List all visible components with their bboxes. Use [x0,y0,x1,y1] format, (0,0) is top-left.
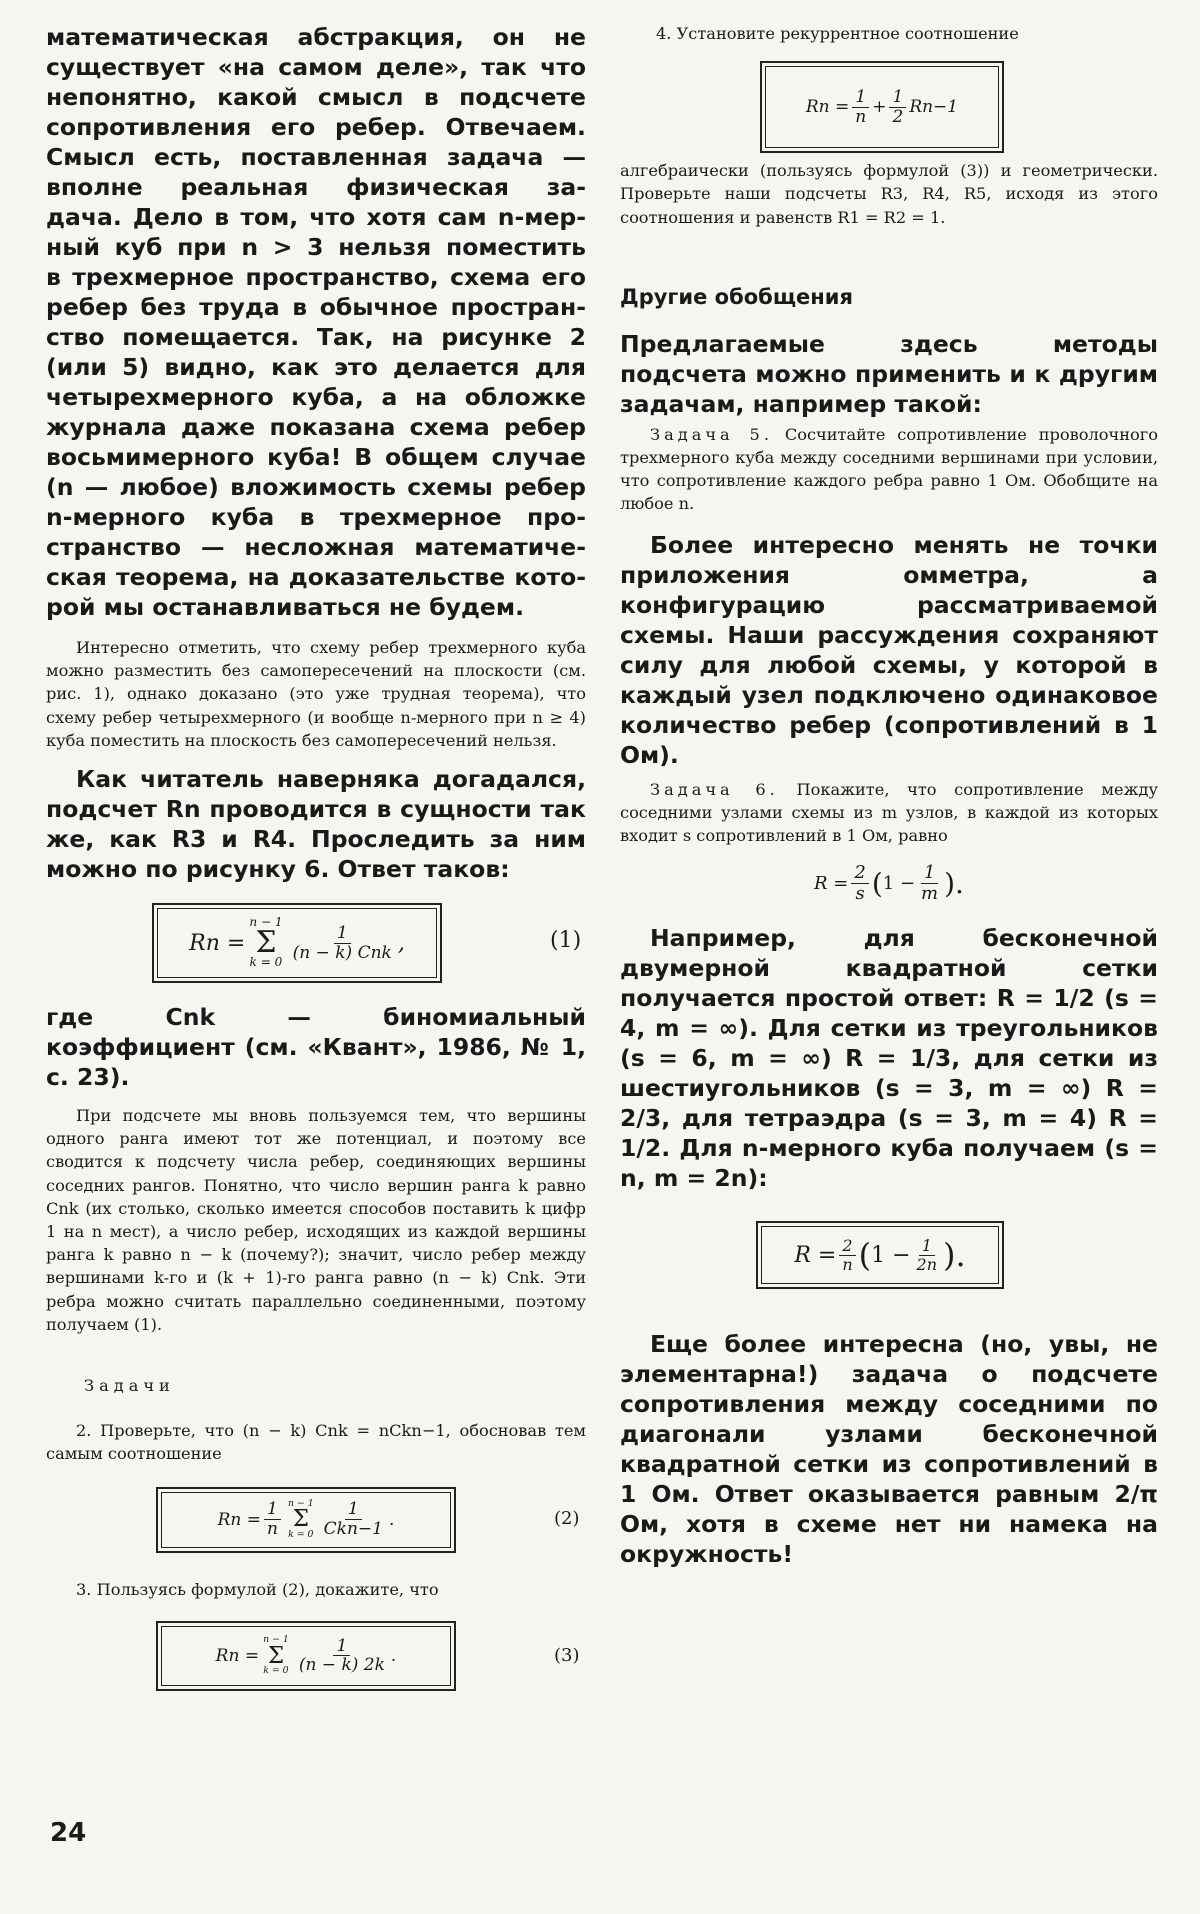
sigma-symbol: Σ [292,1506,309,1533]
paragraph-2: Как читатель наверняка догадался, подсчет Rn проводится в сущности так же, как R3 и R4. Проследить за ним можно по рисунку 6. Ответ таков: [46,765,586,884]
task-4-text: алгебраически (пользуясь формулой (3)) и геометрически. Проверьте наши подсчеты R3, R4, R5, исходя из этого соотношения и равенств R1 = R2 = 1. [620,161,1158,227]
paragraph-1-line: журнала даже показана схема ребер [46,413,586,441]
formula-1-sum-top: n − 1 [249,915,283,930]
page-number: 24 [50,1818,87,1848]
formula-2-coef-den: n [266,1519,278,1540]
formula-2-num: 1 [345,1500,362,1520]
paragraph-1-line: рой мы останавливаться не будем. [46,593,524,621]
paragraph-1-line: ребер без труда в обычное простран- [46,293,586,321]
formula-3-sum-top: n − 1 [263,1634,289,1646]
sigma-symbol: Σ [255,924,277,960]
formula-5-paren-open: ( [871,866,883,900]
paragraph-3: Например, для бесконечной двумерной квадратной сетки получается простой ответ: R = 1/2 (s = 4, m = ∞). Для сетки из треугольников (s = 6, m = ∞) R = 1/3, для сетки из шестиугольников (s = 3, m = ∞) R = 2/3, для тетраэдра (s = 3, m = 4) R = 1/2. Для n-мерного куба получаем (s = n, m = 2n): [620,924,1158,1193]
formula-3-num: 1 [333,1637,350,1657]
formula-3-sum-bottom: k = 0 [263,1665,289,1677]
paragraph-1-line: восьмимерного куба! В общем случае [46,443,586,471]
formula-5-b-num: 1 [921,863,938,884]
formula-6-a-num: 2 [839,1237,855,1256]
formula-4 [620,59,1158,155]
paragraph-1-line: математическая абстракция, он не [46,23,586,51]
paragraph-1-line: (n — любое) вложимость схемы ребер [46,473,586,501]
formula-1-tail: , [397,930,405,956]
formula-4-b-den: 2 [892,106,904,127]
paragraph-1: Предлагаемые здесь методы подсчета можно применить и к другим задачам, например такой: [620,329,1158,418]
formula-1 [46,900,586,986]
paragraph-4: Еще более интересна (но, увы, не элементарна!) задача о подсчете сопротивления между соседними по диагонали узлами бесконечной квадратной сетки из сопротивлений в 1 Ом. Ответ оказывается равным 2/π Ом, хотя в схеме нет ни намека на окружность! [620,1330,1158,1569]
formula-2-coef-num: 1 [264,1500,281,1520]
formula-4-tail: Rn−1 [909,97,959,118]
paragraph-1-line: в трехмерное пространство, схема его [46,263,586,291]
formula-5-a-num: 2 [851,863,868,884]
formula-6-lhs: R = [794,1242,837,1268]
task-2: 2. Проверьте, что (n − k) Cnk = nCkn−1, обосновав тем самым соотношение [46,1421,586,1464]
formula-6 [620,1219,1158,1291]
task-6 [620,778,1158,848]
formula-5-paren-close: ). [944,866,964,900]
formula-3-tail: . [390,1645,397,1666]
paragraph-1-line: (или 5) видно, как это делается для [46,353,586,381]
formula-1-den: (n − k) Cnk [292,942,392,963]
formula-3-lhs: Rn = [215,1645,260,1666]
right-column [620,22,1158,1569]
formula-4-a-den: n [855,106,867,127]
task-4: 4. Установите рекуррентное соотношение [656,24,1019,43]
task-5-text: Сосчитайте сопротивление проволочного трехмерного куба между соседними вершинами при условии, что сопротивление каждого ребра равно 1 Ом. Обобщите на любое n. [620,424,1158,514]
formula-6-paren-open: ( [858,1236,872,1275]
formula-1-num: 1 [334,924,351,944]
formula-5 [620,855,1158,911]
formula-2-tail: . [389,1509,395,1530]
paragraph-1-line: ный куб при n > 3 нельзя поместить [46,233,586,261]
formula-5-a-den: s [855,882,865,904]
note-paragraph-1: Интересно отметить, что схему ребер трехмерного куба можно разместить без самопересечений на плоскости (см. рис. 1), однако доказано (это уже трудная теорема), что схему ребер четырехмерного (и вообще n-мерного при n ≥ 4) куба поместить на плоскость без самопересечений нельзя. [46,638,586,750]
sigma-symbol: Σ [267,1642,285,1669]
paragraph-1-line: Смысл есть, поставленная задача — [46,143,586,171]
formula-4-b-num: 1 [889,88,906,108]
paragraph-1-line: сопротивления его ребер. Отвечаем. [46,113,586,141]
formula-6-paren-close: ). [943,1236,966,1275]
paragraph-1 [46,22,586,622]
equation-number-1: (1) [550,928,582,954]
formula-5-b-den: m [921,882,939,904]
paragraph-1-line: четырехмерного куба, а на обложке [46,383,586,411]
formula-2 [46,1484,586,1556]
formula-4-plus: + [872,97,887,118]
equation-number-3: (3) [554,1644,580,1666]
task-5 [620,423,1158,516]
paragraph-1-line: вполне реальная физическая за- [46,173,586,201]
paragraph-2: Более интересно менять не точки приложения омметра, а конфигурацию рассматриваемой схемы. Наши рассуждения сохраняют силу для любой схемы, у которой в каждый узел подключено одинаковое количество ребер (сопротивлений в 1 Ом). [620,530,1158,769]
formula-2-den: Ckn−1 [323,1519,383,1540]
paragraph-1-line: странство — несложная математиче- [46,533,586,561]
section-heading: Другие обобщения [620,284,854,309]
formula-5-lhs: R = [814,872,849,894]
paragraph-1-line: непонятно, какой смысл в подсчете [46,83,586,111]
note-paragraph-2: При подсчете мы вновь пользуемся тем, что вершины одного ранга имеют тот же потенциал, и поэтому все сводится к подсчету числа ребер, соединяющих вершины соседних рангов. Понятно, что число вершин ранга k равно Cnk (их столько, сколько имеется способов поставить k цифр 1 на n мест), а число ребер, исходящих из каждой вершины ранга k равно n − k (почему?); значит, число ребер между вершинами k-го и (k + 1)-го ранга равно (n − k) Cnk. Эти ребра можно считать параллельно соединенными, поэтому получаем (1). [46,1106,586,1334]
task-6-label: Задача 6. [650,779,779,799]
formula-4-lhs: Rn = [805,97,850,118]
paragraph-1-line: дача. Дело в том, что хотя сам n-мер- [46,203,586,231]
task-6-text: Покажите, что сопротивление между соседними узлами схемы из m узлов, в каждой из которых входит s сопротивлений в 1 Ом, равно [620,779,1158,846]
formula-3 [46,1619,586,1693]
paragraph-1-line: n-мерного куба в трехмерное про- [46,503,586,531]
paragraph-1-line: ство помещается. Так, на рисунке 2 [46,323,586,351]
formula-5-one-minus: 1 − [882,872,916,894]
formula-6-a-den: n [842,1254,853,1274]
paragraph-3: где Cnk — биномиальный коэффициент (см. «Квант», 1986, № 1, с. 23). [46,1003,586,1092]
task-3: 3. Пользуясь формулой (2), докажите, что [76,1579,439,1599]
formula-2-lhs: Rn = [217,1509,261,1530]
formula-6-b-den: 2n [916,1254,938,1274]
equation-number-2: (2) [554,1507,580,1529]
formula-6-b-num: 1 [919,1237,935,1256]
formula-3-den: (n − k) 2k [298,1655,385,1676]
paragraph-1-line: существует «на самом деле», так что [46,53,586,81]
formula-4-a-num: 1 [852,88,869,108]
formula-1-lhs: Rn = [189,930,246,956]
tasks-heading: Задачи [84,1376,175,1396]
formula-2-sum-top: n − 1 [287,1498,314,1510]
task-5-label: Задача 5. [650,424,773,444]
formula-1-sum-bottom: k = 0 [249,955,283,970]
paragraph-1-line: ская теорема, на доказательстве кото- [46,563,586,591]
formula-6-one-minus: 1 − [871,1242,911,1268]
formula-2-sum-bottom: k = 0 [288,1528,314,1540]
left-column [46,22,586,1693]
